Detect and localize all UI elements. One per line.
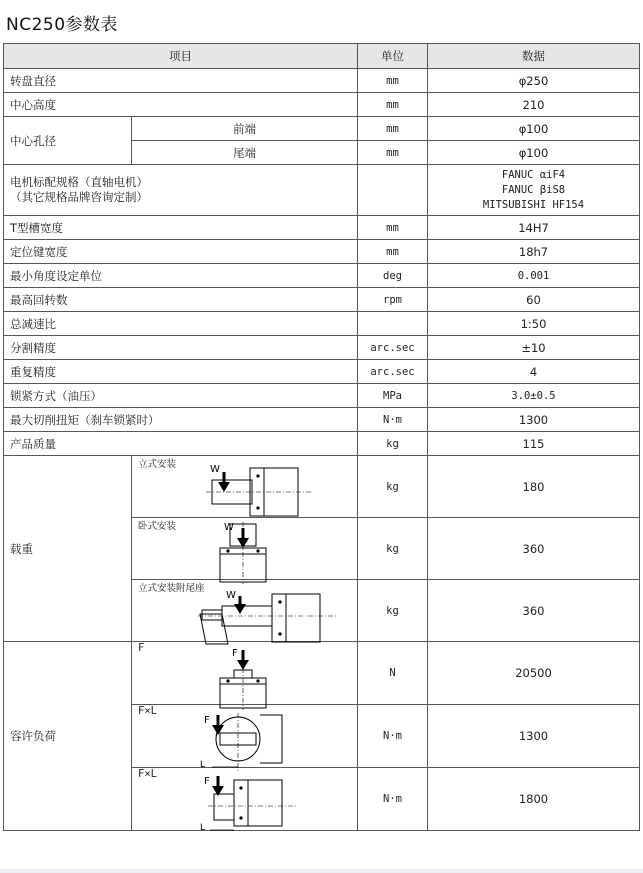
row-label: 中心孔径 — [4, 117, 132, 165]
table-row — [4, 288, 640, 312]
w-label: W — [210, 464, 220, 475]
motor-value-line1: FANUC αiF4 — [501, 168, 566, 181]
table-row — [4, 165, 640, 216]
vertical-mount-diagram — [202, 462, 332, 522]
row-unit: kg — [358, 456, 428, 518]
w-label: W — [226, 590, 236, 601]
row-label: T型槽宽度 — [4, 216, 358, 240]
table-row — [4, 384, 640, 408]
row-value: 1300 — [428, 408, 640, 432]
row-unit: rpm — [358, 288, 428, 312]
row-value: φ100 — [428, 141, 640, 165]
f-label: F — [204, 715, 210, 726]
allowable-axial-figure — [132, 642, 358, 705]
row-value: 20500 — [428, 642, 640, 705]
header-item: 项目 — [4, 44, 358, 69]
table-row — [4, 360, 640, 384]
moment-load-diagram-1 — [198, 709, 298, 773]
table-row — [4, 408, 640, 432]
row-label: 最大切削扭矩（刹车锁紧时） — [4, 408, 358, 432]
l-label: L — [200, 823, 206, 833]
row-unit: N·m — [358, 705, 428, 768]
row-label: 锁紧方式（油压） — [4, 384, 358, 408]
table-row — [4, 264, 640, 288]
motor-label-line1: 电机标配规格（直轴电机） — [10, 175, 148, 189]
row-unit: arc.sec — [358, 360, 428, 384]
row-value — [428, 165, 640, 216]
row-unit — [358, 312, 428, 336]
table-row — [4, 456, 640, 518]
figure-caption: 立式安装附尾座 — [138, 583, 205, 594]
moment-load-diagram-2 — [198, 772, 308, 836]
row-unit: mm — [358, 117, 428, 141]
header-row — [4, 44, 640, 69]
figure-caption: F×L — [138, 705, 157, 717]
row-unit: mm — [358, 93, 428, 117]
axial-load-diagram — [216, 646, 296, 710]
row-value: 115 — [428, 432, 640, 456]
table-row — [4, 336, 640, 360]
figure-caption: F×L — [138, 768, 157, 780]
row-value: φ100 — [428, 117, 640, 141]
row-unit: kg — [358, 432, 428, 456]
f-label: F — [232, 648, 238, 659]
spec-table — [3, 43, 640, 831]
row-unit: kg — [358, 580, 428, 642]
row-label: 重复精度 — [4, 360, 358, 384]
row-label: 转盘直径 — [4, 69, 358, 93]
table-row — [4, 216, 640, 240]
row-value: 1:50 — [428, 312, 640, 336]
bottom-divider — [0, 869, 643, 873]
figure-caption: F — [138, 642, 145, 654]
load-horizontal-figure — [132, 518, 358, 580]
row-unit: N·m — [358, 408, 428, 432]
page-title: NC250参数表 — [6, 15, 119, 35]
row-unit: MPa — [358, 384, 428, 408]
row-value: 18h7 — [428, 240, 640, 264]
row-label: 分割精度 — [4, 336, 358, 360]
row-unit: deg — [358, 264, 428, 288]
figure-caption: 立式安装 — [138, 459, 177, 470]
row-unit: mm — [358, 141, 428, 165]
w-label: W — [224, 522, 234, 533]
table-row — [4, 93, 640, 117]
row-unit: kg — [358, 518, 428, 580]
row-unit: N — [358, 642, 428, 705]
row-value: 3.0±0.5 — [428, 384, 640, 408]
header-data: 数据 — [428, 44, 640, 69]
row-value: 60 — [428, 288, 640, 312]
l-label: L — [200, 760, 206, 770]
row-sublabel: 尾端 — [132, 141, 358, 165]
allowable-moment2-figure — [132, 768, 358, 831]
allowable-label: 容许负荷 — [4, 642, 132, 831]
load-tailstock-figure — [132, 580, 358, 642]
row-label — [4, 165, 358, 216]
row-unit: arc.sec — [358, 336, 428, 360]
table-row — [4, 240, 640, 264]
row-label: 产品质量 — [4, 432, 358, 456]
row-unit: N·m — [358, 768, 428, 831]
table-row — [4, 642, 640, 705]
figure-caption: 卧式安装 — [138, 521, 177, 532]
tailstock-mount-diagram — [198, 588, 348, 648]
row-unit: mm — [358, 69, 428, 93]
allowable-moment1-figure — [132, 705, 358, 768]
motor-value-line3: MITSUBISHI HF154 — [482, 198, 585, 211]
row-value: 1300 — [428, 705, 640, 768]
row-value: ±10 — [428, 336, 640, 360]
row-label: 定位键宽度 — [4, 240, 358, 264]
row-label: 最小角度设定单位 — [4, 264, 358, 288]
row-value: 180 — [428, 456, 640, 518]
row-value: 1800 — [428, 768, 640, 831]
horizontal-mount-diagram — [216, 520, 296, 586]
row-label: 中心高度 — [4, 93, 358, 117]
f-label: F — [204, 776, 210, 787]
row-value: φ250 — [428, 69, 640, 93]
motor-value-line2: FANUC βiS8 — [501, 183, 566, 196]
motor-label-line2: （其它规格品牌咨询定制） — [10, 190, 148, 204]
row-value: 4 — [428, 360, 640, 384]
table-row — [4, 432, 640, 456]
row-unit: mm — [358, 240, 428, 264]
row-label: 总减速比 — [4, 312, 358, 336]
row-sublabel: 前端 — [132, 117, 358, 141]
row-value: 0.001 — [428, 264, 640, 288]
row-value: 14H7 — [428, 216, 640, 240]
row-unit — [358, 165, 428, 216]
row-unit: mm — [358, 216, 428, 240]
load-label: 载重 — [4, 456, 132, 642]
table-row — [4, 117, 640, 141]
row-label: 最高回转数 — [4, 288, 358, 312]
table-row — [4, 69, 640, 93]
load-vertical-figure — [132, 456, 358, 518]
row-value: 360 — [428, 518, 640, 580]
header-unit: 单位 — [358, 44, 428, 69]
table-row — [4, 312, 640, 336]
row-value: 210 — [428, 93, 640, 117]
row-value: 360 — [428, 580, 640, 642]
